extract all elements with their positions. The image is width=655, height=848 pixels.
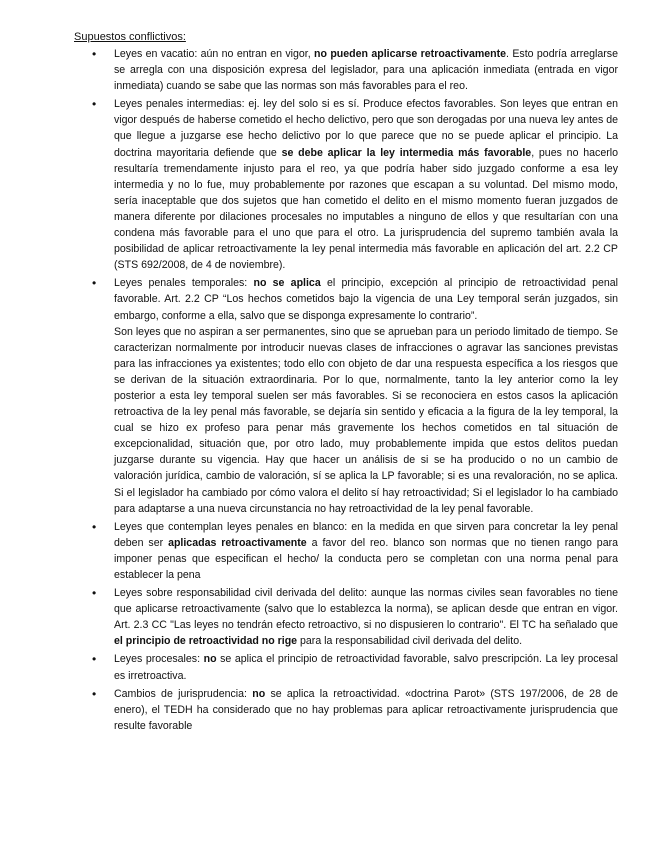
list-item	[92, 585, 618, 649]
list-item-continuation	[114, 324, 618, 517]
list-item-text	[114, 275, 618, 323]
text-run: Son leyes que no aspiran a ser permanentes, sino que se aprueban para un periodo limitado de tiempo. Se caracterizan normalmente por introducir nuevas clases de infracciones o agravar las sanciones previstas para las infracciones ya existentes; todo ello con objeto de dar una respuesta específica a los riesgos que se derivan de la situación extraordinaria. Por lo que, normalmente, tanto la ley anterior como la ley posterior a esta ley temporal suelen ser más favorables. Si se reconociera en estos casos la aplicación retroactiva de la ley penal más favorable, se dejaría sin sentido y eficacia a la figura de la ley temporal, la cual se hizo ex profeso para penar más gravemente los hechos cometidos en tal situación de excepcionalidad, situación que, por otro lado, muy probablemente impida que estos delitos puedan juzgarse durante su vigencia. Hay que hacer un análisis de si se ha producido o no un cambio de valoración jurídica, cambio de valoración, sí se aplica la LP favorable; si es una revaloración, no se aplica. Si el legislador ha cambiado por cómo valora el delito sí hay retroactividad; Si el legislador lo ha cambiado para adaptarse a una nueva circunstancia no hay retroactividad de la ley penal favorable.	[114, 325, 618, 515]
list-item-text	[114, 585, 618, 649]
bullet-list	[0, 46, 655, 736]
bullet-icon: •	[92, 519, 97, 534]
text-run: para la responsabilidad civil derivada del delito.	[297, 635, 523, 648]
list-item-text	[114, 96, 618, 273]
list-item-text	[114, 46, 618, 94]
text-run: Leyes penales intermedias: ej. ley del solo si es sí. Produce efectos favorables. Son leyes que entran en vigor después de haberse cometido el hecho delictivo, pero que son derogadas por una nueva ley antes de que llegue a juzgarse ese hecho delictivo por lo que parece que no se puede aplicar el principio. La doctrina mayoritaria defiende que	[114, 98, 618, 159]
text-run: , pues no hacerlo resultaría tremendamente injusto para el reo, ya que podría haber sido juzgado conforme a esa ley intermedia y no lo fue, muy probablemente por razones que escapan a su voluntad. Del mismo modo, sería inaceptable que dos sujetos que han cometido el delito en el mismo momento fueran juzgados de manera diferente por dilaciones procesales no imputables a ninguno de ellos y que resultarían con una condena más favorable para el uno que para el otro. La jurisprudencia del supremo también avala la posibilidad de aplicar retroactivamente la ley penal intermedia más favorable en aplicación del art. 2.2 CP (STS 692/2008, de 4 de noviembre).	[114, 146, 618, 272]
list-item	[92, 519, 619, 583]
list-item	[92, 686, 618, 734]
text-run: Leyes penales temporales:	[114, 277, 254, 290]
bullet-icon: •	[92, 686, 97, 701]
bullet-icon: •	[92, 97, 97, 112]
bold-text: no	[203, 653, 217, 666]
list-item-text	[114, 651, 618, 683]
bullet-icon: •	[92, 47, 97, 61]
text-run: Leyes que contemplan leyes penales en blanco: en la medida en que sirven para concretar la ley penal deben ser	[114, 520, 618, 549]
list-item-text	[114, 519, 618, 583]
bold-text: aplicadas retroactivamente	[168, 536, 307, 549]
bold-text: se debe aplicar la ley intermedia más favorable	[281, 146, 532, 159]
text-run: Cambios de jurisprudencia:	[114, 687, 253, 700]
bold-text: el principio de retroactividad no rige	[114, 635, 298, 648]
bold-text: no pueden aplicarse retroactivamente	[314, 48, 507, 60]
list-item	[92, 46, 618, 94]
text-run: Leyes procesales:	[114, 653, 204, 666]
list-item	[92, 275, 618, 516]
section-heading: Supuestos conflictivos:	[74, 31, 186, 43]
text-run: Leyes sobre responsabilidad civil derivada del delito: aunque las normas civiles sean favorables no tiene que aplicarse retroactivamente (salvo que lo establezca la norma), se aplican desde que entran en vigor. Art. 2.3 CC "Las leyes no tendrán efecto retroactivo, si no dispusieren lo contrario". El TC ha señalado que	[114, 587, 618, 632]
text-run: Leyes en vacatio: aún no entran en vigor,	[114, 48, 315, 60]
text-run: a favor del reo. blanco son normas que no tienen rango para imponer penas que especifican el hecho/ la conducta pero se completan con una norma penal para establecer la pena	[114, 536, 619, 581]
bullet-icon: •	[92, 276, 97, 291]
text-run: el principio, excepción al principio de retroactividad penal favorable. Art. 2.2 CP “Los hechos cometidos bajo la vigencia de una Ley temporal serán juzgados, sin embargo, conforme a ella, salvo que se disponga expresamente lo contrario”.	[114, 277, 618, 322]
list-item	[92, 96, 618, 273]
bullet-icon: •	[92, 652, 97, 667]
bold-text: no	[252, 687, 266, 700]
text-run: se aplica el principio de retroactividad favorable, salvo prescripción. La ley procesal es irretroactiva.	[114, 653, 618, 682]
list-item-text	[114, 686, 618, 734]
bold-text: no se aplica	[253, 277, 321, 290]
text-run: . Esto podría arreglarse se arregla con una disposición expresa del legislador, para una aplicación inmediata (entrada en vigor inmediata) cuando se sabe que las normas son más favorables para el reo.	[114, 48, 618, 93]
list-item	[92, 651, 618, 683]
bullet-icon: •	[92, 586, 97, 601]
text-run: se aplica la retroactividad. «doctrina Parot» (STS 197/2006, de 28 de enero), el TEDH ha considerado que no hay problemas para aplicar retroactivamente jurisprudencia que resulte favorable	[114, 687, 618, 732]
